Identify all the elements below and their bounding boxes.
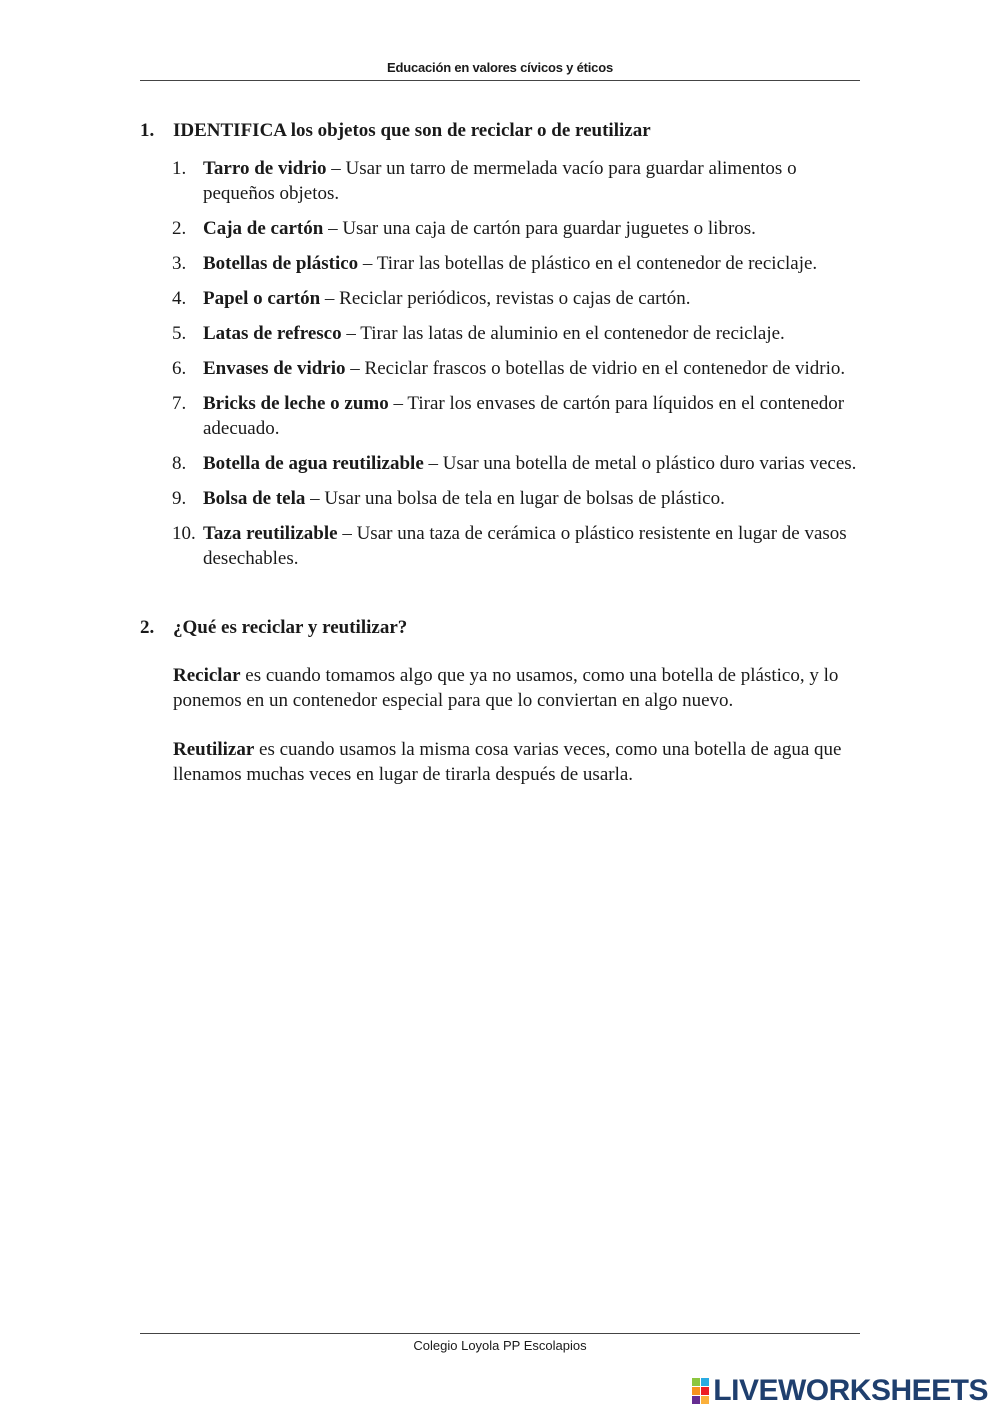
liveworksheets-brand[interactable] [692, 1374, 988, 1408]
item-number: 4. [172, 288, 187, 309]
logo-square [692, 1387, 700, 1395]
item-desc: – Reciclar frascos o botellas de vidrio en el contenedor de vidrio. [345, 358, 846, 379]
section-2-number: 2. [140, 617, 155, 638]
item-term: Bolsa de tela [203, 488, 306, 509]
definition-text: es cuando tomamos algo que ya no usamos, como una botella de plástico, y lo ponemos en un contenedor especial para que lo conviertan en algo nuevo. [173, 665, 839, 711]
item-text [203, 451, 860, 476]
list-item [172, 156, 860, 206]
page-footer: Colegio Loyola PP Escolapios [413, 1338, 587, 1353]
item-term: Envases de vidrio [203, 358, 346, 379]
item-term: Tarro de vidrio [203, 158, 327, 179]
brand-text: LIVEWORKSHEETS [713, 1374, 988, 1407]
item-text [203, 356, 860, 381]
header-divider [140, 80, 860, 81]
section-1-heading: IDENTIFICA los objetos que son de reciclar o de reutilizar [173, 120, 651, 141]
item-desc: – Tirar los envases de cartón para líquidos en el contenedor adecuado. [203, 393, 845, 439]
worksheet-content [140, 118, 860, 787]
item-text [203, 286, 860, 311]
list-item [172, 451, 860, 476]
item-number: 7. [172, 393, 187, 414]
item-text [203, 486, 860, 511]
item-number: 10. [172, 523, 196, 544]
list-item [172, 216, 860, 241]
item-term: Botella de agua reutilizable [203, 453, 424, 474]
item-desc: – Usar una bolsa de tela en lugar de bolsas de plástico. [305, 488, 725, 509]
item-term: Latas de refresco [203, 323, 342, 344]
logo-square [692, 1378, 700, 1386]
item-number: 9. [172, 488, 187, 509]
item-desc: – Tirar las botellas de plástico en el contenedor de reciclaje. [358, 253, 818, 274]
item-term: Botellas de plástico [203, 253, 359, 274]
list-item [172, 286, 860, 311]
item-desc: – Usar una caja de cartón para guardar juguetes o libros. [323, 218, 756, 239]
item-term: Papel o cartón [203, 288, 321, 309]
list-item [172, 356, 860, 381]
footer-divider [140, 1333, 860, 1334]
item-text [203, 391, 860, 441]
page-header: Educación en valores cívicos y éticos [387, 60, 613, 75]
logo-square [701, 1396, 709, 1404]
definition-reciclar [173, 663, 860, 713]
logo-square [701, 1387, 709, 1395]
item-desc: – Usar un tarro de mermelada vacío para guardar alimentos o pequeños objetos. [203, 158, 797, 204]
definition-reutilizar [173, 737, 860, 787]
logo-square [692, 1396, 700, 1404]
section-1-number: 1. [140, 120, 155, 141]
section-2-title [140, 615, 860, 640]
list-item [172, 521, 860, 571]
section-2-heading: ¿Qué es reciclar y reutilizar? [173, 617, 408, 638]
item-text [203, 216, 860, 241]
item-term: Caja de cartón [203, 218, 324, 239]
item-desc: – Tirar las latas de aluminio en el contenedor de reciclaje. [341, 323, 785, 344]
list-item [172, 321, 860, 346]
definition-text: es cuando usamos la misma cosa varias veces, como una botella de agua que llenamos muchas veces en lugar de tirarla después de usarla. [173, 739, 842, 785]
item-text [203, 156, 860, 206]
liveworksheets-logo-icon [692, 1378, 709, 1404]
list-item [172, 251, 860, 276]
item-number: 5. [172, 323, 187, 344]
logo-square [701, 1378, 709, 1386]
definition-term: Reutilizar [173, 739, 255, 760]
item-text [203, 251, 860, 276]
item-number: 1. [172, 158, 187, 179]
item-number: 2. [172, 218, 187, 239]
item-desc: – Reciclar periódicos, revistas o cajas de cartón. [320, 288, 691, 309]
objects-list [172, 156, 860, 571]
item-text [203, 521, 860, 571]
item-desc: – Usar una taza de cerámica o plástico resistente en lugar de vasos desechables. [203, 523, 847, 569]
item-number: 8. [172, 453, 187, 474]
section-1-title [140, 118, 860, 143]
item-text [203, 321, 860, 346]
list-item [172, 391, 860, 441]
item-number: 6. [172, 358, 187, 379]
item-term: Taza reutilizable [203, 523, 338, 544]
definition-term: Reciclar [173, 665, 241, 686]
item-desc: – Usar una botella de metal o plástico duro varias veces. [423, 453, 857, 474]
list-item [172, 486, 860, 511]
item-term: Bricks de leche o zumo [203, 393, 389, 414]
item-number: 3. [172, 253, 187, 274]
